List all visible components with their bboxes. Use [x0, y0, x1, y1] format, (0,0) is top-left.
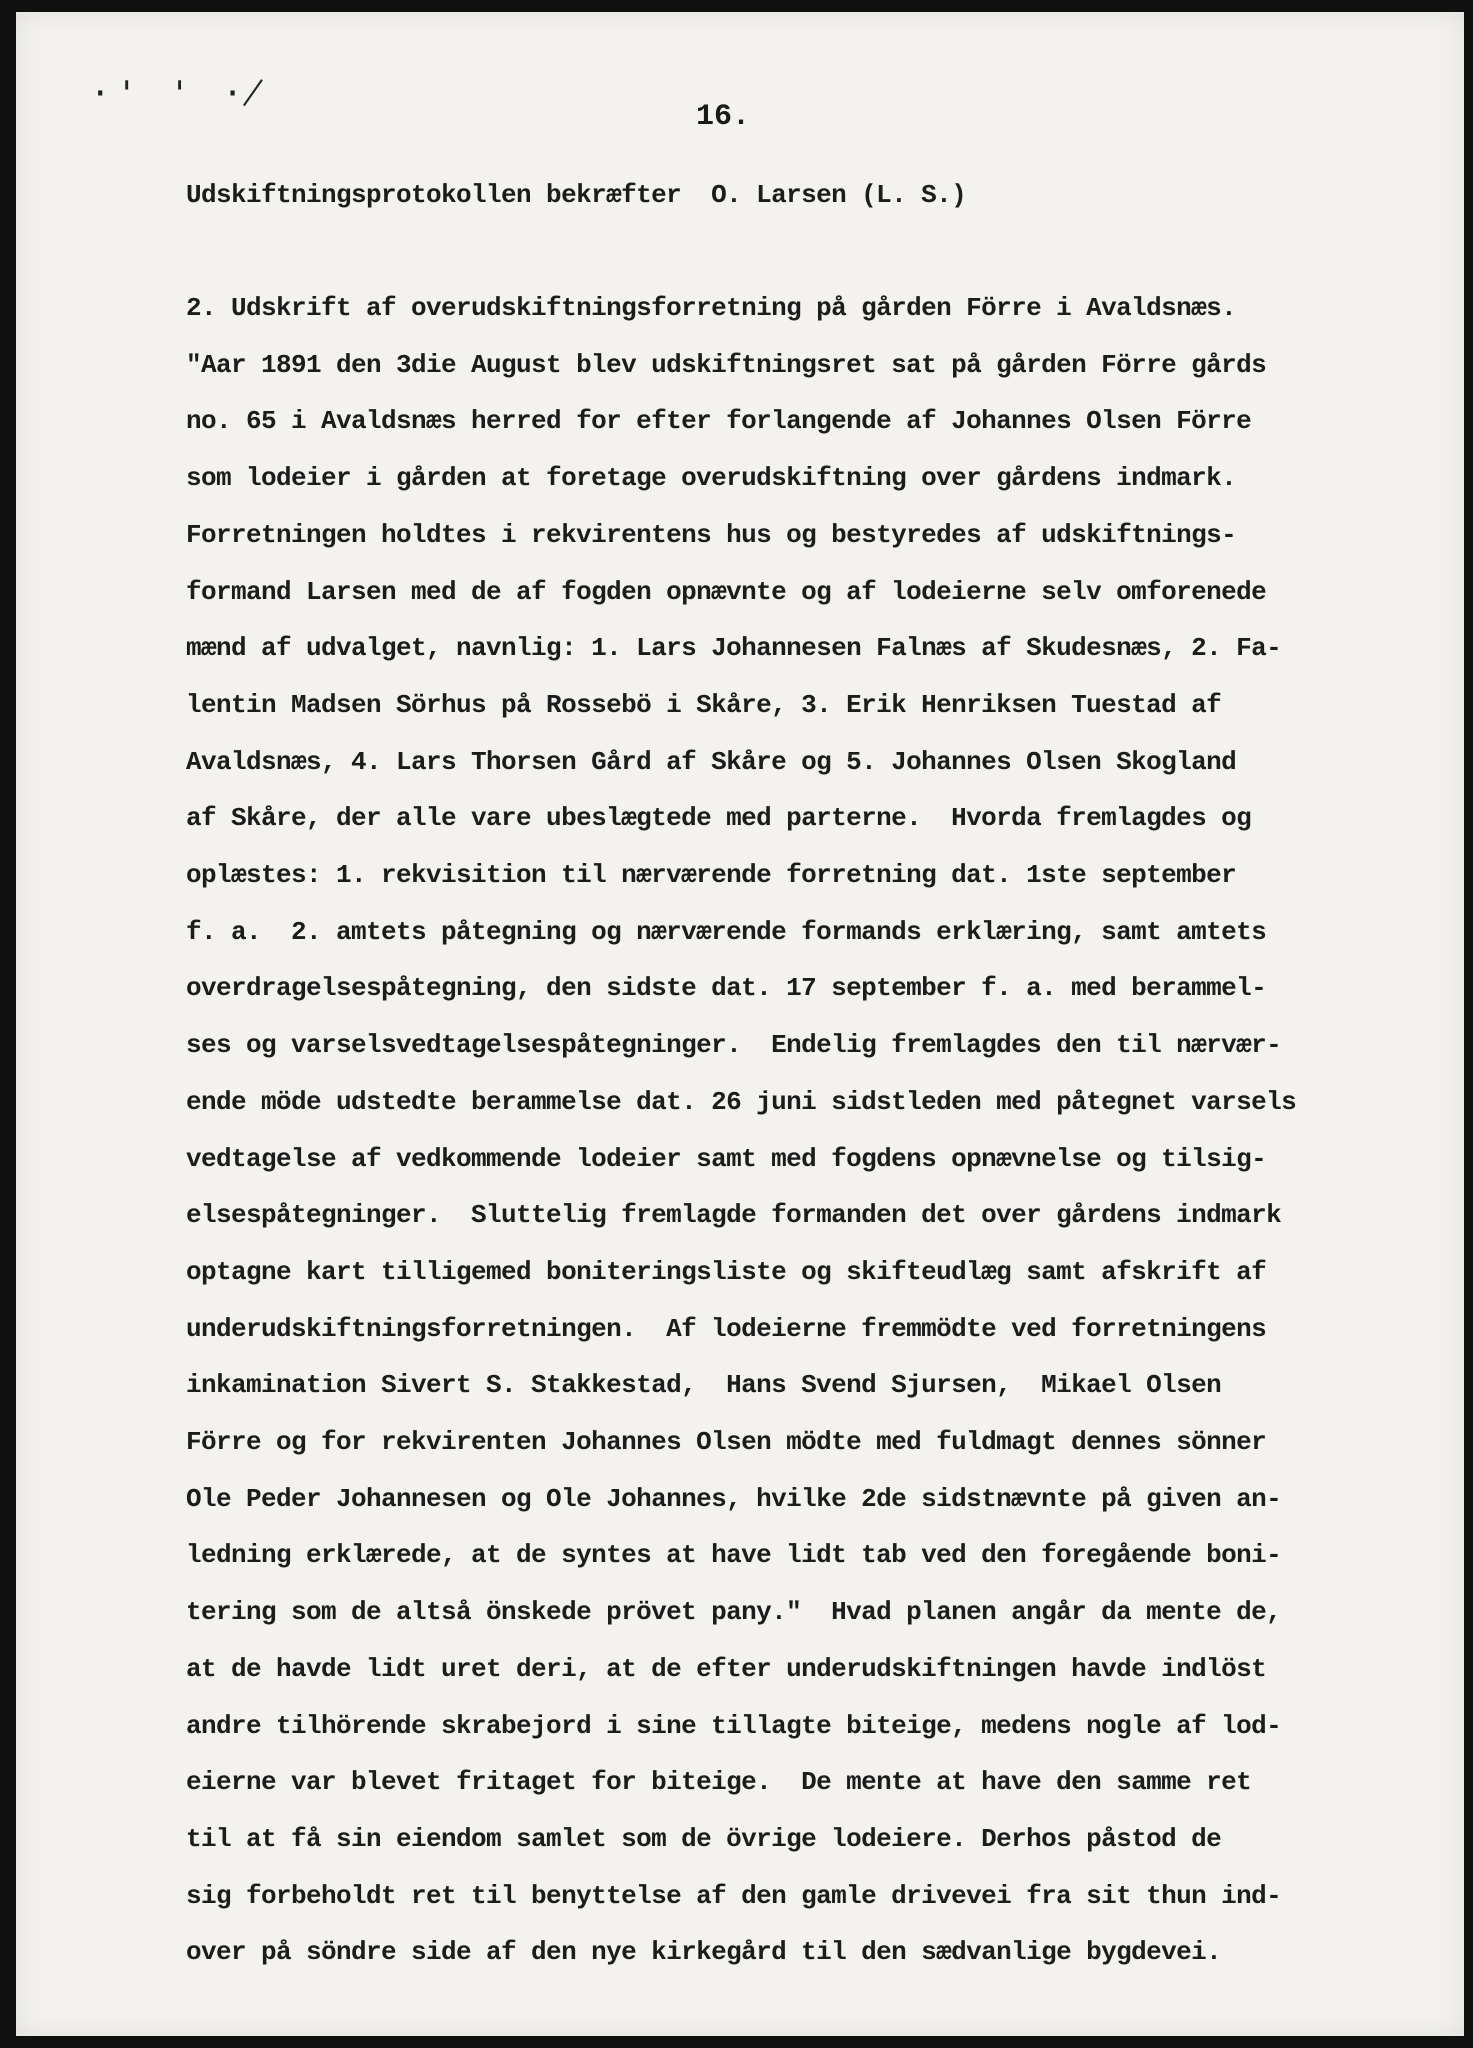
text-line: Forretningen holdtes i rekvirentens hus og bestyredes af udskiftnings- — [186, 519, 1237, 550]
text-line: ses og varselsvedtagelsespåtegninger. Endelig fremlagdes den til nærvær- — [186, 1030, 1282, 1061]
text-line: underudskiftningsforretningen. Af lodeierne fremmödte ved forretningens — [186, 1313, 1267, 1344]
page-number: 16. — [696, 100, 751, 134]
text-line: ledning erklærede, at de syntes at have lidt tab ved den foregående boni- — [186, 1540, 1282, 1571]
text-line: Förre og for rekvirenten Johannes Olsen mödte med fuldmagt dennes sönner — [186, 1427, 1267, 1458]
text-line: ende möde udstedte berammelse dat. 26 juni sidstleden med påtegnet varsels — [186, 1086, 1297, 1117]
text-line: 2. Udskrift af overudskiftningsforretning på gården Förre i Avaldsnæs. — [186, 293, 1237, 323]
text-line: til at få sin eiendom samlet som de övrige lodeiere. Derhos påstod de — [186, 1823, 1222, 1854]
text-line: mænd af udvalget, navnlig: 1. Lars Johannesen Falnæs af Skudesnæs, 2. Fa- — [186, 633, 1282, 664]
text-line: elsespåtegninger. Sluttelig fremlagde formanden det over gårdens indmark — [186, 1200, 1282, 1231]
text-line: som lodeier i gården at foretage overudskiftning over gårdens indmark. — [186, 463, 1237, 494]
document-page — [16, 12, 1464, 2036]
confirmation-line: Udskiftningsprotokollen bekræfter O. Larsen (L. S.) — [186, 180, 967, 210]
text-line: at de havde lidt uret deri, at de efter underudskiftningen havde indlöst — [186, 1653, 1267, 1684]
text-line: formand Larsen med de af fogden opnævnte og af lodeierne selv omforenede — [186, 576, 1267, 607]
text-line: andre tilhörende skrabejord i sine tillagte biteige, medens nogle af lod- — [186, 1710, 1282, 1741]
text-line: oplæstes: 1. rekvisition til nærværende forretning dat. 1ste september — [186, 860, 1237, 891]
text-line: over på söndre side af den nye kirkegård til den sædvanlige bygdevei. — [186, 1937, 1222, 1968]
text-line: overdragelsespåtegning, den sidste dat. 17 september f. a. med berammel- — [186, 973, 1267, 1004]
text-line: Avaldsnæs, 4. Lars Thorsen Gård af Skåre og 5. Johannes Olsen Skogland — [186, 746, 1237, 777]
text-line: eierne var blevet fritaget for biteige. De mente at have den samme ret — [186, 1767, 1252, 1798]
text-line: f. a. 2. amtets påtegning og nærværende formands erklæring, samt amtets — [186, 916, 1267, 947]
text-line: af Skåre, der alle vare ubeslægtede med parterne. Hvorda fremlagdes og — [186, 803, 1252, 834]
text-line: inkamination Sivert S. Stakkestad, Hans Svend Sjursen, Mikael Olsen — [186, 1370, 1222, 1401]
text-line: Ole Peder Johannesen og Ole Johannes, hvilke 2de sidstnævnte på given an- — [186, 1483, 1282, 1514]
text-line: vedtagelse af vedkommende lodeier samt med fogdens opnævnelse og tilsig- — [186, 1143, 1267, 1174]
ink-specks: ·' ' ·̸ — [90, 74, 270, 114]
text-line: no. 65 i Avaldsnæs herred for efter forlangende af Johannes Olsen Förre — [186, 406, 1252, 437]
text-line: tering som de altså önskede prövet pany." Hvad planen angår da mente de, — [186, 1597, 1282, 1628]
text-line: "Aar 1891 den 3die August blev udskiftningsret sat på gården Förre gårds — [186, 349, 1267, 380]
text-line: optagne kart tilligemed boniteringsliste og skifteudlæg samt afskrift af — [186, 1256, 1267, 1287]
document-body — [186, 280, 1296, 1981]
text-line: sig forbeholdt ret til benyttelse af den gamle drivevei fra sit thun ind- — [186, 1880, 1282, 1911]
text-line: lentin Madsen Sörhus på Rossebö i Skåre, 3. Erik Henriksen Tuestad af — [186, 689, 1222, 720]
